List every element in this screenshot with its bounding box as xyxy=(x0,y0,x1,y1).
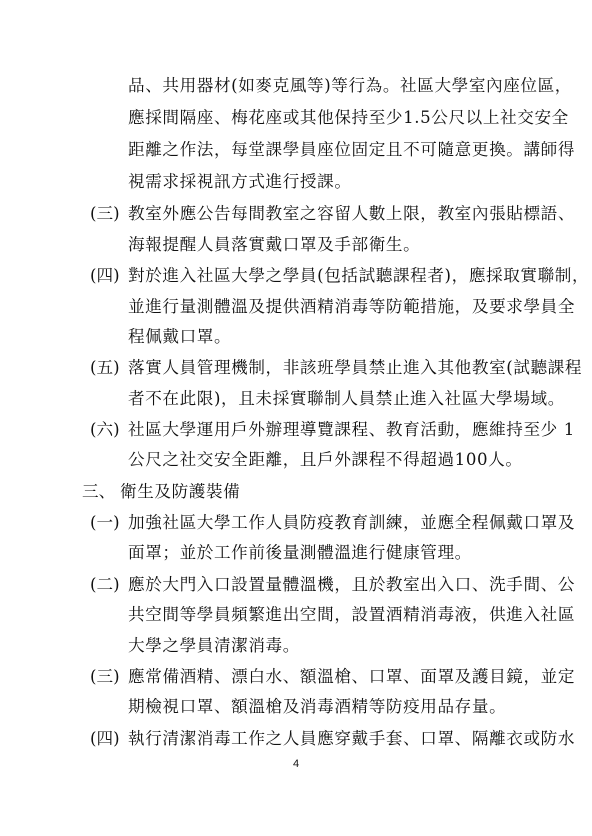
item-line: 應常備酒精、漂白水、額溫槍、口罩、面罩及護目鏡，並定 xyxy=(128,667,576,686)
page-number: 4 xyxy=(292,758,300,770)
item-line: 程佩戴口罩。 xyxy=(128,327,232,346)
item-number: (三) xyxy=(90,667,120,686)
paragraph-line: 視需求採視訊方式進行授課。 xyxy=(128,172,352,191)
item-number: (六) xyxy=(90,420,120,439)
paragraph-line: 品、共用器材(如麥克風等)等行為。社區大學室內座位區， xyxy=(128,76,572,95)
section-number: 三、 xyxy=(82,482,116,501)
paragraph-line: 應採間隔座、梅花座或其他保持至少1.5公尺以上社交安全 xyxy=(128,108,569,127)
item-number: (三) xyxy=(90,204,120,223)
item-line: 社區大學運用戶外辦理導覽課程、教育活動，應維持至少 1 xyxy=(128,420,575,439)
item-line: 公尺之社交安全距離，且戶外課程不得超過100人。 xyxy=(128,450,523,469)
item-line: 並進行量測體溫及提供酒精消毒等防範措施，及要求學員全 xyxy=(128,297,576,316)
item-number: (四) xyxy=(90,266,120,285)
item-number: (二) xyxy=(90,575,120,594)
item-number: (五) xyxy=(90,358,120,377)
item-line: 應於大門入口設置量體溫機，且於教室出入口、洗手間、公 xyxy=(128,575,576,594)
item-line: 期檢視口罩、額溫槍及消毒酒精等防疫用品存量。 xyxy=(128,697,507,716)
item-line: 大學之學員清潔消毒。 xyxy=(128,636,300,655)
item-line: 落實人員管理機制，非該班學員禁止進入其他教室(試聽課程 xyxy=(128,358,583,377)
paragraph-line: 距離之作法，每堂課學員座位固定且不可隨意更換。講師得 xyxy=(128,140,576,159)
item-number: (一) xyxy=(90,513,120,532)
item-line: 者不在此限)，且未採實聯制人員禁止進入社區大學場域。 xyxy=(128,389,565,408)
item-number: (四) xyxy=(90,729,120,748)
item-line: 面罩；並於工作前後量測體溫進行健康管理。 xyxy=(128,543,472,562)
item-line: 教室外應公告每間教室之容留人數上限，教室內張貼標語、 xyxy=(128,204,576,223)
section-heading: 衛生及防護裝備 xyxy=(120,482,241,501)
item-line: 對於進入社區大學之學員(包括試聽課程者)，應採取實聯制， xyxy=(128,266,590,285)
item-line: 加強社區大學工作人員防疫教育訓練，並應全程佩戴口罩及 xyxy=(128,513,576,532)
item-line: 共空間等學員頻繁進出空間，設置酒精消毒液，供進入社區 xyxy=(128,605,576,624)
item-line: 海報提醒人員落實戴口罩及手部衛生。 xyxy=(128,235,421,254)
item-line: 執行清潔消毒工作之人員應穿戴手套、口罩、隔離衣或防水 xyxy=(128,729,576,748)
